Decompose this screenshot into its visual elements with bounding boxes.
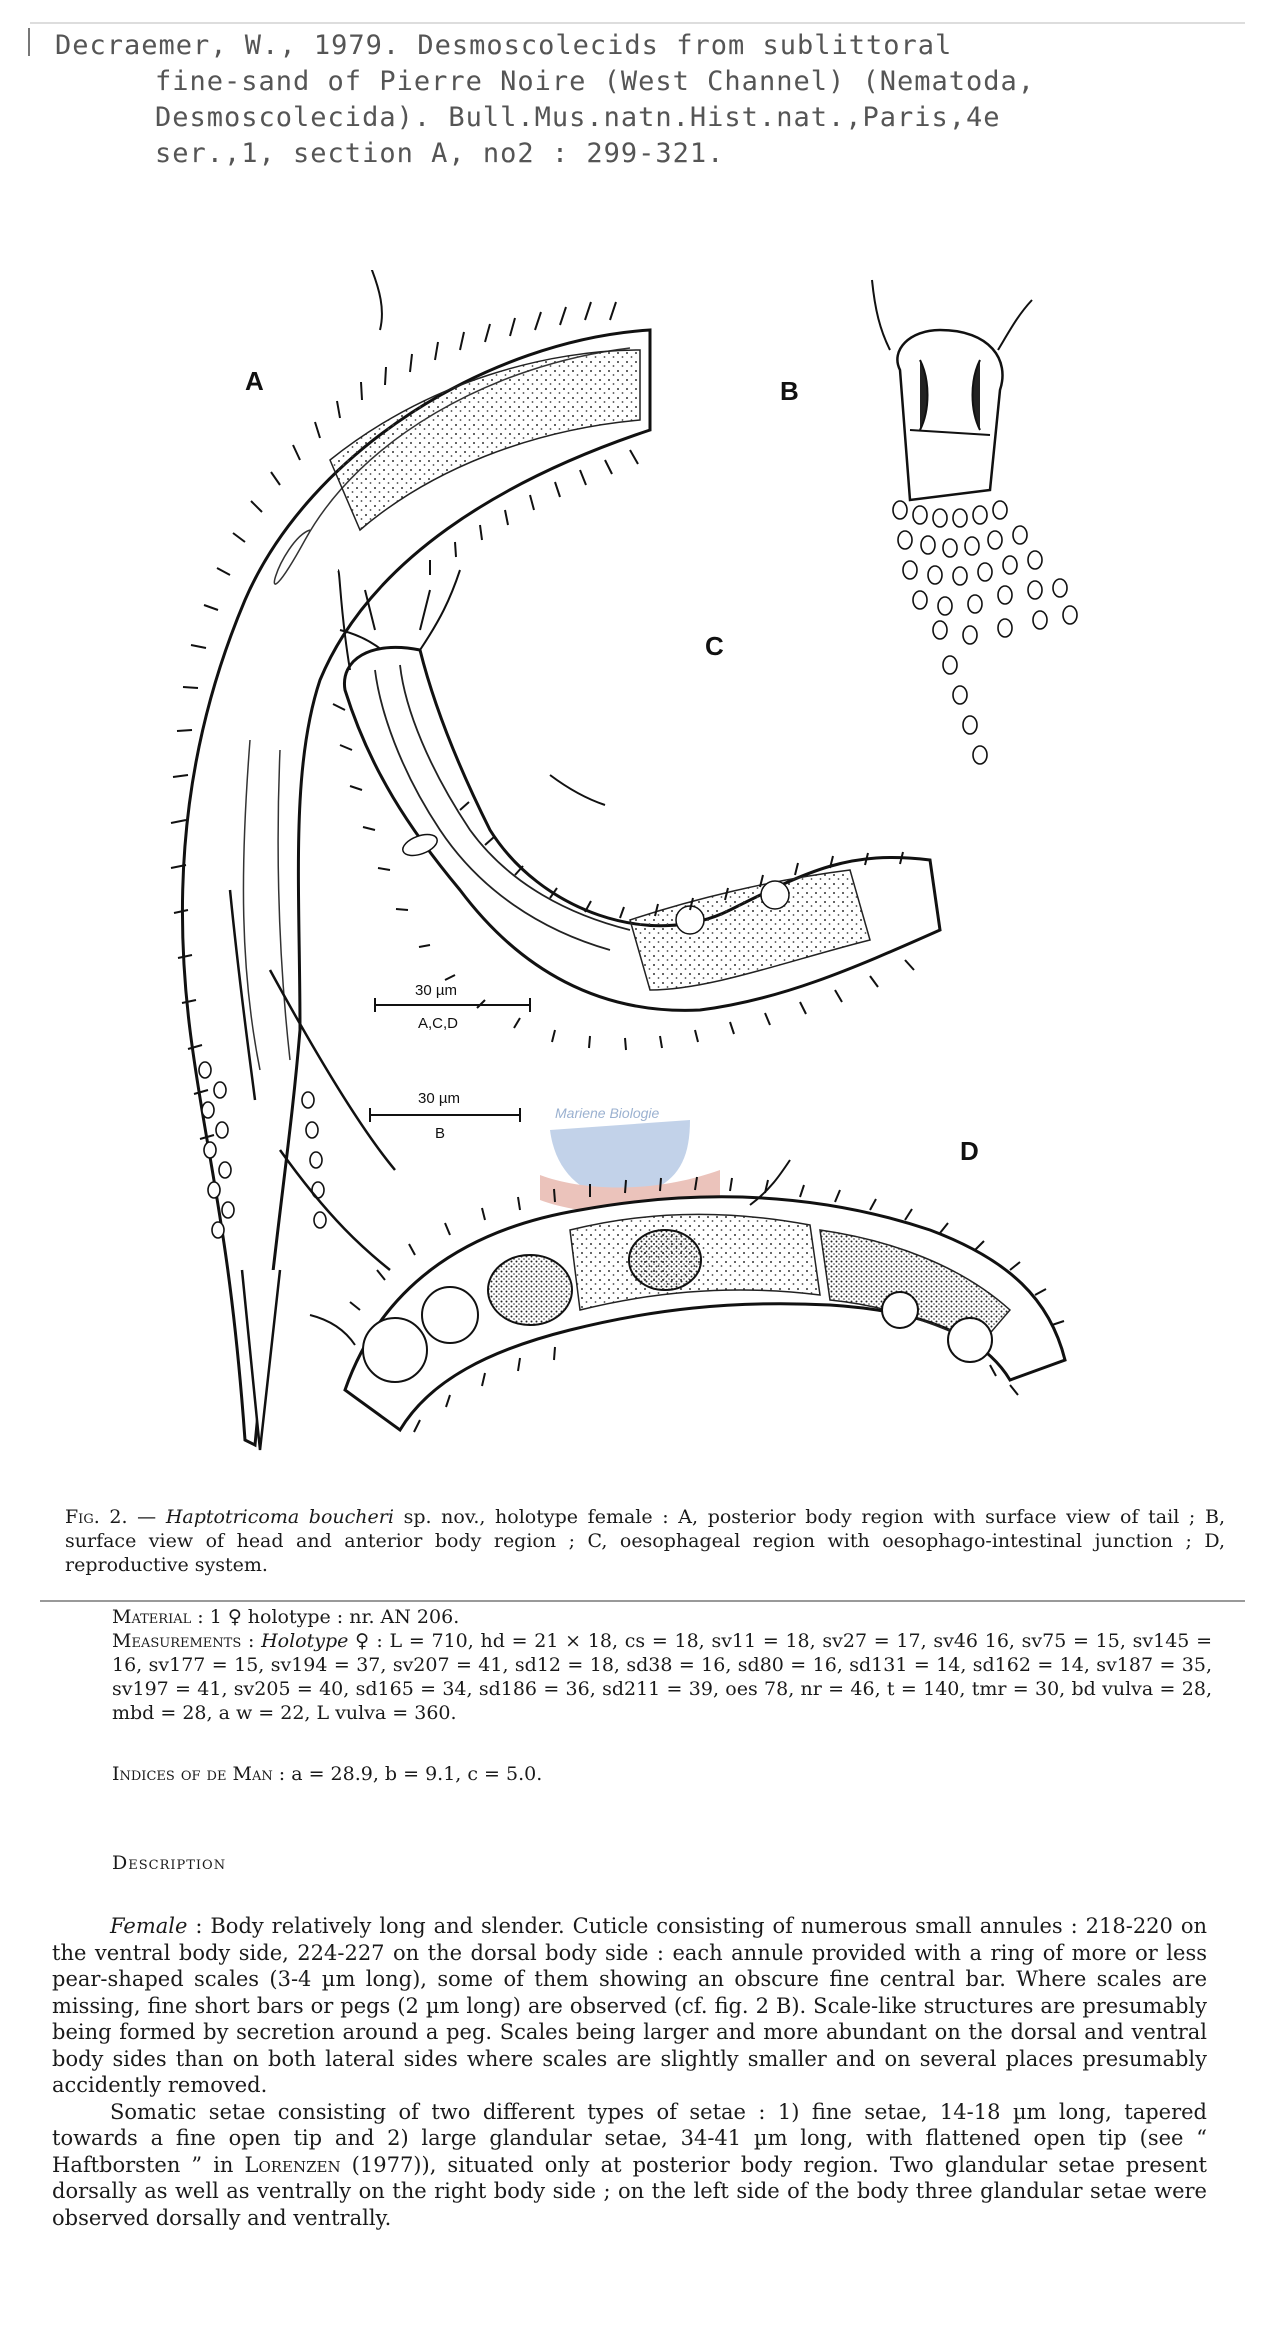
typed-reference (55, 28, 1235, 172)
author-name: Lorenzen (244, 2152, 341, 2177)
figure-label-b: B (780, 376, 799, 406)
caption-dash: — (127, 1506, 166, 1528)
female-label: Female (110, 1914, 188, 1938)
scale-bar-1-value: 30 µm (415, 982, 457, 999)
figure-label-a: A (245, 366, 264, 396)
scale-bar-1-label: A,C,D (418, 1015, 459, 1032)
reference-line-4: ser.,1, section A, no2 : 299-321. (155, 138, 725, 169)
indices-line (112, 1762, 1212, 1786)
reference-line-3: Desmoscolecida). Bull.Mus.natn.Hist.nat.,Paris,4e (155, 102, 1001, 133)
measurements-block (112, 1629, 1212, 1725)
paragraph-2b-text: (1977)), situated only at posterior body region. Two glandular setae present dorsally as well as ventrally on the right body side ; on the left side of the body three glandular setae were observed dorsally and ventrally. (52, 2152, 1207, 2230)
left-margin-mark (28, 28, 30, 56)
scale-bars (370, 982, 530, 1142)
paragraph-female (52, 1913, 1207, 2099)
nematode-figure (130, 270, 1180, 1490)
measurements-text: ♀ : L = 710, hd = 21 × 18, cs = 18, sv11 = 18, sv27 = 17, sv46 16, sv75 = 15, sv145 = 16, sv177 = 15, sv194 = 37, sv207 = 41, sd12 = 18, sd38 = 16, sd80 = 16, sd131 = 14, sd162 = 14, sv187 = 35, sv197 = 41, sv205 = 40, sd165 = 34, sd186 = 36, sd211 = 39, oes 78, nr = 46, t = 140, tmr = 30, bd vulva = 28, mbd = 28, a w = 22, L vulva = 360. (112, 1630, 1213, 1724)
measurements-holotype: Holotype (261, 1630, 349, 1652)
scale-bar-2-label: B (435, 1125, 446, 1142)
caption-species: Haptotricoma boucheri (165, 1506, 394, 1528)
material-text: 1 ♀ holotype : nr. AN 206. (203, 1606, 460, 1628)
drawing-b (780, 280, 1077, 764)
caption-divider (40, 1600, 1245, 1602)
indices-text: a = 28.9, b = 9.1, c = 5.0. (285, 1763, 543, 1785)
drawing-c (333, 570, 940, 1050)
reference-line-2: fine-sand of Pierre Noire (West Channel) (Nematoda, (155, 66, 1036, 97)
caption-fig-number: Fig. 2. (65, 1506, 128, 1528)
paragraph-somatic-setae (52, 2099, 1207, 2232)
description-body (52, 1913, 1207, 2231)
figure-label-c: C (705, 631, 724, 661)
scale-bar-2-value: 30 µm (418, 1090, 460, 1107)
description-heading: Description (112, 1852, 227, 1874)
watermark-line-1: Mariene Biologie (555, 1105, 660, 1121)
figure-label-d: D (960, 1136, 979, 1166)
paragraph-1-text: : Body relatively long and slender. Cuticle consisting of numerous small annules : 218-220 on the ventral body side, 224-227 on the dorsal body side : each annule provided with a ring of more or less pear-shaped scales (3-4 µm long), some of them showing an obscure fine central bar. Where scales are missing, fine short bars or pegs (2 µm long) are observed (cf. fig. 2 B). Scale-like structures are presumably being formed by secretion around a peg. Scales being larger and more abundant on the dorsal and ventral body sides than on both lateral sides where scales are slightly smaller and on several places presumably accidently removed. (52, 1914, 1207, 2097)
caption-text: sp. nov., holotype female : A, posterior body region with surface view of tail ; B, surface view of head and anterior body region ; C, oesophageal region with oesophago-intestinal junction ; D, reproductive system. (65, 1506, 1225, 1576)
material-label: Material : (112, 1606, 204, 1628)
indices-label: Indices of de Man : (112, 1763, 286, 1785)
top-border (30, 22, 1245, 24)
material-measurements (112, 1605, 1212, 1725)
figure-caption (65, 1505, 1225, 1577)
material-line (112, 1605, 1212, 1629)
measurements-label: Measurements : (112, 1630, 255, 1652)
reference-line-1: Decraemer, W., 1979. Desmoscolecids from sublittoral (55, 30, 953, 61)
paragraph-2a-text: Somatic setae consisting of two different types of setae : 1) fine setae, 14-18 µm long, tapered towards a fine open tip and 2) large glandular setae, 34-41 µm long, with flattened open tip (see “ Haftborsten ” in (52, 2099, 1207, 2177)
